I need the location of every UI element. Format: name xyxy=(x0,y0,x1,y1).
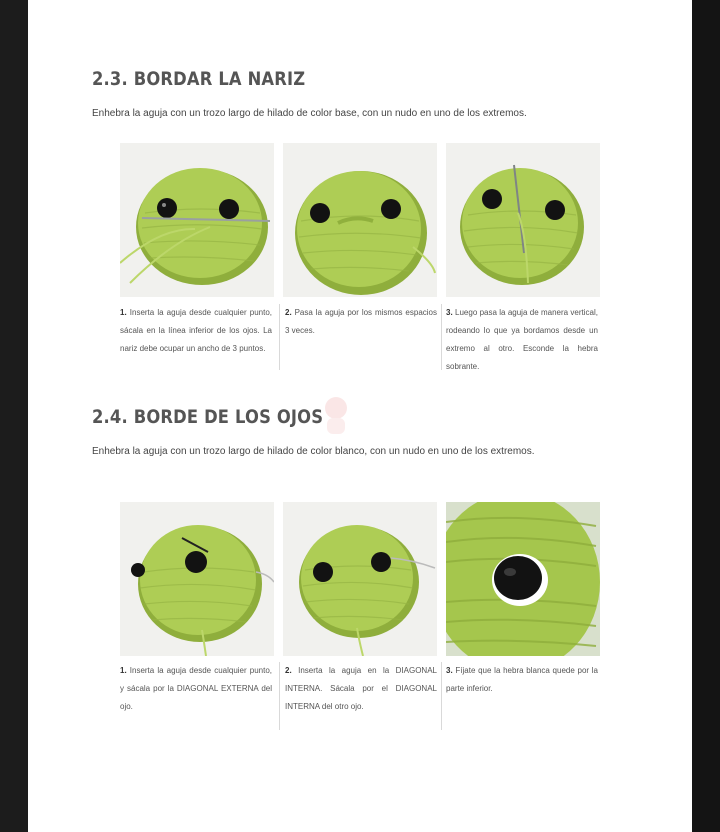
step-caption-eyes-3: 3. Fíjate que la hebra blanca quede por la parte inferior. xyxy=(446,666,598,693)
photo-eyes-step-2 xyxy=(283,502,437,656)
step-caption-eyes-2: 2. Inserta la aguja en la DIAGONAL INTERNA. Sácala por el DIAGONAL INTERNA del otro ojo. xyxy=(285,666,437,711)
section-intro-nose: Enhebra la aguja con un trozo largo de hilado de color base, con un nudo en uno de los extremos. xyxy=(92,108,527,119)
step-caption-nose-3: 3. Luego pasa la aguja de manera vertical, rodeando lo que ya bordamos desde un extremo al otro. Esconde la hebra sobrante. xyxy=(446,308,598,371)
photo-eyes-step-1 xyxy=(120,502,274,656)
step-caption-nose-1: 1. Inserta la aguja desde cualquier punto, sácala en la línea inferior de los ojos. La nariz debe ocupar un ancho de 3 puntos. xyxy=(120,308,272,353)
column-divider xyxy=(441,304,442,370)
section-heading-eyes: 2.4. BORDE DE LOS OJOS xyxy=(92,406,324,428)
photo-nose-step-1 xyxy=(120,143,274,297)
section-heading-nose: 2.3. BORDAR LA NARIZ xyxy=(92,68,306,90)
viewer-scrollbar-area xyxy=(692,0,720,832)
watermark-doll-icon xyxy=(318,394,354,438)
photo-eyes-step-3 xyxy=(446,502,600,656)
column-divider xyxy=(279,304,280,370)
photo-nose-step-2 xyxy=(283,143,437,297)
column-divider xyxy=(441,662,442,730)
step-caption-nose-2: 2. Pasa la aguja por los mismos espacios 3 veces. xyxy=(285,308,437,335)
section-intro-eyes: Enhebra la aguja con un trozo largo de hilado de color blanco, con un nudo en uno de los extremos. xyxy=(92,446,535,457)
step-caption-eyes-1: 1. Inserta la aguja desde cualquier punto, y sácala por la DIAGONAL EXTERNA del ojo. xyxy=(120,666,272,711)
column-divider xyxy=(279,662,280,730)
photo-nose-step-3 xyxy=(446,143,600,297)
